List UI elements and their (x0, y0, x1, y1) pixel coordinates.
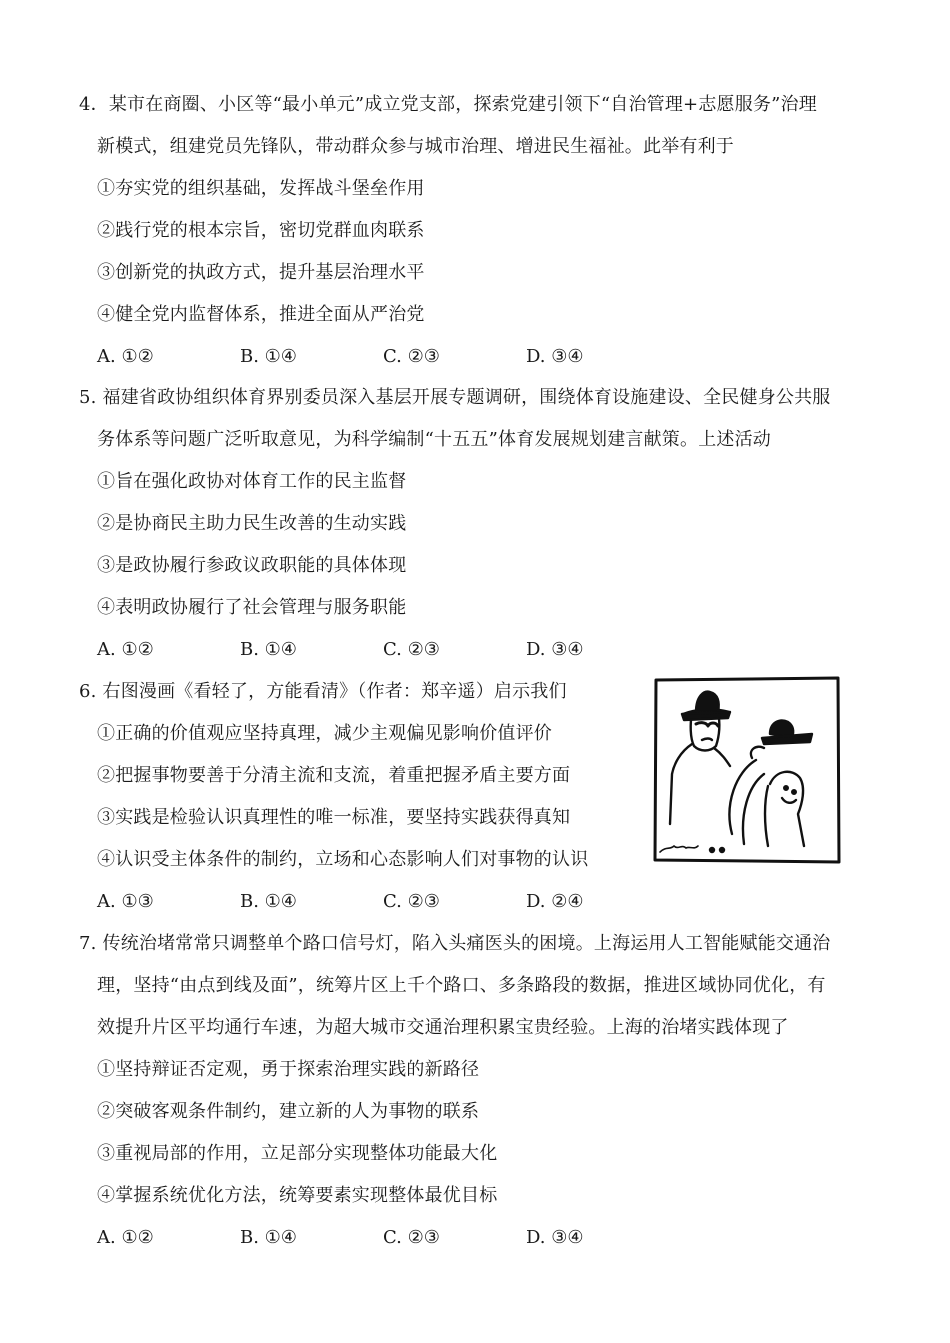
question-7-statement-3: ③重视局部的作用，立足部分实现整体功能最大化 (97, 1143, 498, 1164)
question-5-statement-4: ④表明政协履行了社会管理与服务职能 (97, 597, 407, 618)
question-7-stem-line-3: 效提升片区平均通行车速，为超大城市交通治理积累宝贵经验。上海的治堵实践体现了 (97, 1017, 789, 1038)
question-4-statement-3: ③创新党的执政方式，提升基层治理水平 (97, 262, 425, 283)
question-5-option-d[interactable]: D. ③④ (526, 639, 584, 660)
question-7-option-c[interactable]: C. ②③ (383, 1227, 440, 1248)
question-5-statement-2: ②是协商民主助力民生改善的生动实践 (97, 513, 407, 534)
question-6-option-d[interactable]: D. ②④ (526, 891, 584, 912)
question-5-statement-1: ①旨在强化政协对体育工作的民主监督 (97, 471, 407, 492)
question-6-statement-1: ①正确的价值观应坚持真理，减少主观偏见影响价值评价 (97, 723, 552, 744)
question-4-option-b[interactable]: B. ①④ (240, 346, 297, 367)
question-4-option-d[interactable]: D. ③④ (526, 346, 584, 367)
question-4-stem-line-2: 新模式，组建党员先锋队，带动群众参与城市治理、增进民生福祉。此举有利于 (97, 136, 734, 157)
question-7-statement-4: ④掌握系统优化方法，统筹要素实现整体最优目标 (97, 1185, 498, 1206)
question-7-option-d[interactable]: D. ③④ (526, 1227, 584, 1248)
question-4-statement-4: ④健全党内监督体系，推进全面从严治党 (97, 304, 425, 325)
question-5-stem-line-2: 务体系等问题广泛听取意见，为科学编制“十五五”体育发展规划建言献策。上述活动 (97, 429, 772, 450)
question-6-option-a[interactable]: A. ①③ (97, 891, 154, 912)
question-7-option-a[interactable]: A. ①② (97, 1227, 154, 1248)
question-6-stem-line-1: 6. 右图漫画《看轻了，方能看清》（作者：郑辛遥）启示我们 (79, 681, 567, 702)
question-6-statement-3: ③实践是检验认识真理性的唯一标准，要坚持实践获得真知 (97, 807, 571, 828)
question-7-statement-2: ②突破客观条件制约，建立新的人为事物的联系 (97, 1101, 480, 1122)
question-6-option-b[interactable]: B. ①④ (240, 891, 297, 912)
question-5-option-b[interactable]: B. ①④ (240, 639, 297, 660)
question-7-option-b[interactable]: B. ①④ (240, 1227, 297, 1248)
question-5-statement-3: ③是政协履行参政议政职能的具体体现 (97, 555, 407, 576)
question-4-option-c[interactable]: C. ②③ (383, 346, 440, 367)
question-5-option-a[interactable]: A. ①② (97, 639, 154, 660)
question-4-statement-1: ①夯实党的组织基础，发挥战斗堡垒作用 (97, 178, 425, 199)
question-7-stem-line-1: 7. 传统治堵常常只调整单个路口信号灯，陷入头痛医头的困境。上海运用人工智能赋能交通治 (79, 933, 831, 954)
question-5-stem-line-1: 5. 福建省政协组织体育界别委员深入基层开展专题调研，围绕体育设施建设、全民健身公共服 (79, 387, 831, 408)
question-5-option-c[interactable]: C. ②③ (383, 639, 440, 660)
question-6-statement-2: ②把握事物要善于分清主流和支流，着重把握矛盾主要方面 (97, 765, 571, 786)
question-4-stem-line-1: 4．某市在商圈、小区等“最小单元”成立党支部，探索党建引领下“自治管理+志愿服务”治理 (79, 94, 817, 115)
question-7-statement-1: ①坚持辩证否定观，勇于探索治理实践的新路径 (97, 1059, 480, 1080)
question-6-option-c[interactable]: C. ②③ (383, 891, 440, 912)
question-4-option-a[interactable]: A. ①② (97, 346, 154, 367)
question-4-statement-2: ②践行党的根本宗旨，密切党群血肉联系 (97, 220, 425, 241)
question-7-stem-line-2: 理，坚持“由点到线及面”，统筹片区上千个路口、多条路段的数据，推进区域协同优化，有 (97, 975, 826, 996)
question-6-statement-4: ④认识受主体条件的制约，立场和心态影响人们对事物的认识 (97, 849, 589, 870)
cartoon-illustration (652, 674, 842, 866)
